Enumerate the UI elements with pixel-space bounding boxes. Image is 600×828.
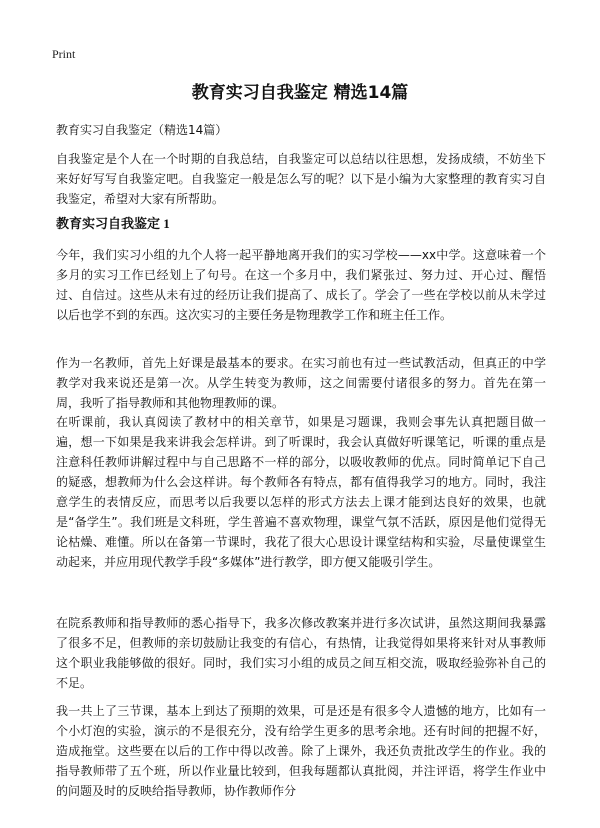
intro-paragraph: 自我鉴定是个人在一个时期的自我总结，自我鉴定可以总结以往思想，发扬成绩，不妨坐下来好好写写自我鉴定吧。自我鉴定一般是怎么写的呢？以下是小编为大家整理的教育实习自我鉴定，希望对大家有所帮助。	[56, 152, 546, 206]
body-paragraph: 在听课前，我认真阅读了教材中的相关章节，如果是习题课，我则会事先认真把题目做一遍，想一下如果是我来讲我会怎样讲。到了听课时，我会认真做好听课笔记，听课的重点是注意科任教师讲解过程中与自己思路不一样的部分，以吸收教师的优点。同时简单记下自己的疑惑，想教师为什么会这样讲。每个教师各有特点，都有值得我学习的地方。同时，我注意学生的表情反应，而思考以后我要以怎样的形式方法去上课才能到达良好的效果，也就是“备学生”。我们班是文科班，学生普遍不喜欢物理，课堂气氛不活跃，原因是他们觉得无论枯燥、难懂。所以在备第一节课时，我花了很大心思设计课堂结构和实验，尽量使课堂生动起来，并应用现代教学手段“多媒体”进行教学，即方便又能吸引学生。	[56, 415, 546, 569]
document-subtitle: 教育实习自我鉴定（精选14篇）	[56, 123, 228, 137]
section-heading: 教育实习自我鉴定 1	[56, 216, 170, 231]
print-label[interactable]: Print	[52, 47, 76, 61]
body-paragraph: 我一共上了三节课，基本上到达了预期的效果，可是还是有很多令人遗憾的地方，比如有一个小灯泡的实验，演示的不是很充分，没有给学生更多的思考余地。还有时间的把握不好，造成拖堂。这些要在以后的工作中得以改善。除了上课外，我还负责批改学生的作业。我的指导教师带了五个班，所以作业量比较到，但我每题都认真批阅，并注评语，将学生作业中的问题及时的反映给指导教师，协作教师作分	[56, 704, 546, 798]
body-paragraph: 在院系教师和指导教师的悉心指导下，我多次修改教案并进行多次试讲，虽然这期间我暴露了很多不足，但教师的亲切鼓励让我变的有信心，有热情，让我觉得如果将来针对从事教师这个职业我能够做的很好。同时，我们实习小组的成员之间互相交流，吸取经验弥补自己的不足。	[56, 616, 546, 690]
body-paragraph: 今年，我们实习小组的九个人将一起平静地离开我们的实习学校——xx中学。这意味着一个多月的实习工作已经划上了句号。在这一个多月中，我们紧张过、努力过、开心过、醒悟过、自信过。这些从未有过的经历让我们提高了、成长了。学会了一些在学校以前从未学过以后也学不到的东西。这次实习的主要任务是物理教学工作和班主任工作。	[56, 248, 546, 322]
body-paragraph: 作为一名教师，首先上好课是最基本的要求。在实习前也有过一些试教活动，但真正的中学教学对我来说还是第一次。从学生转变为教师，这之间需要付诸很多的努力。首先在第一周，我听了指导教师和其他物理教师的课。	[56, 356, 546, 410]
page-title: 教育实习自我鉴定 精选14篇	[191, 83, 409, 103]
